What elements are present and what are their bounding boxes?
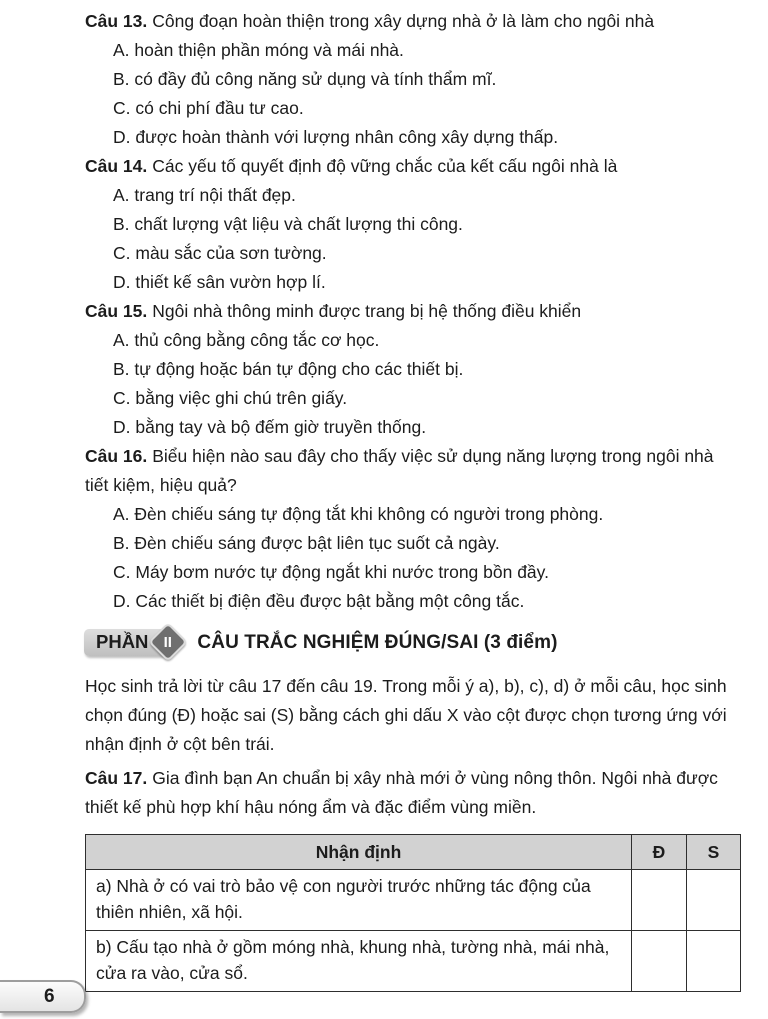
option-b: B. chất lượng vật liệu và chất lượng thi công. [113, 214, 463, 234]
question-13-label: Câu 13. [85, 11, 148, 31]
section-instructions: Học sinh trả lời từ câu 17 đến câu 19. Trong mỗi ý a), b), c), d) ở mỗi câu, học sinh chọn đúng (Đ) hoặc sai (S) bằng cách ghi dấu X vào cột được chọn tương ứng với nhận định ở cột bên trái. [85, 676, 727, 754]
part-label-badge: PHẦN [84, 629, 170, 656]
table-header-statement: Nhận định [86, 835, 632, 870]
part-number: II [164, 633, 173, 651]
question-16-title [85, 442, 741, 500]
answer-cell-b-false [687, 931, 741, 992]
option-d: D. Các thiết bị điện đều được bật bằng một công tắc. [113, 591, 525, 611]
option-c: C. màu sắc của sơn tường. [113, 243, 327, 263]
question-13 [85, 7, 741, 152]
option-c: C. Máy bơm nước tự động ngắt khi nước trong bồn đầy. [113, 562, 549, 582]
question-14-text: Các yếu tố quyết định độ vững chắc của kết cấu ngôi nhà là [152, 156, 618, 176]
question-15 [85, 297, 741, 442]
table-header-true: Đ [632, 835, 687, 870]
question-13-title [85, 7, 741, 36]
question-16-label: Câu 16. [85, 446, 148, 466]
question-13-text: Công đoạn hoàn thiện trong xây dựng nhà ở là làm cho ngôi nhà [152, 11, 655, 31]
table-head [86, 835, 741, 870]
table-row-b [86, 931, 741, 992]
question-14-label: Câu 14. [85, 156, 148, 176]
question-14-title [85, 152, 741, 181]
table-header-false: S [687, 835, 741, 870]
question-15-text: Ngôi nhà thông minh được trang bị hệ thống điều khiển [152, 301, 582, 321]
question-15-title [85, 297, 741, 326]
page-number: 6 [44, 985, 55, 1007]
question-16 [85, 442, 741, 616]
section-title: CÂU TRẮC NGHIỆM ĐÚNG/SAI (3 điểm) [197, 631, 558, 653]
true-false-table [85, 834, 741, 992]
option-d: D. thiết kế sân vườn hợp lí. [113, 272, 326, 292]
document-content [85, 7, 741, 992]
question-15-label: Câu 15. [85, 301, 148, 321]
answer-cell-b-true [632, 931, 687, 992]
option-d: D. bằng tay và bộ đếm giờ truyền thống. [113, 417, 427, 437]
option-b: B. Đèn chiếu sáng được bật liên tục suốt cả ngày. [113, 533, 500, 553]
option-c: C. có chi phí đầu tư cao. [113, 98, 304, 118]
statement-a: a) Nhà ở có vai trò bảo vệ con người trước những tác động của thiên nhiên, xã hội. [86, 870, 632, 931]
question-14-options [85, 181, 741, 297]
question-14 [85, 152, 741, 297]
option-a: A. Đèn chiếu sáng tự động tắt khi không có người trong phòng. [113, 504, 604, 524]
question-13-options [85, 36, 741, 152]
option-c: C. bằng việc ghi chú trên giấy. [113, 388, 348, 408]
option-d: D. được hoàn thành với lượng nhân công xây dựng thấp. [113, 127, 559, 147]
option-b: B. có đầy đủ công năng sử dụng và tính thẩm mĩ. [113, 69, 497, 89]
table-header-row [86, 835, 741, 870]
page-number-tab [0, 980, 86, 1013]
table-body [86, 870, 741, 992]
question-16-options [85, 500, 741, 616]
option-b: B. tự động hoặc bán tự động cho các thiết bị. [113, 359, 464, 379]
question-17-label: Câu 17. [85, 768, 148, 788]
answer-cell-a-false [687, 870, 741, 931]
question-15-options [85, 326, 741, 442]
section-header [84, 625, 741, 659]
option-a: A. thủ công bằng công tắc cơ học. [113, 330, 380, 350]
option-a: A. hoàn thiện phần móng và mái nhà. [113, 40, 404, 60]
statement-b: b) Cấu tạo nhà ở gồm móng nhà, khung nhà, tường nhà, mái nhà, cửa ra vào, cửa sổ. [86, 931, 632, 992]
table-row-a [86, 870, 741, 931]
answer-cell-a-true [632, 870, 687, 931]
question-17-text: Gia đình bạn An chuẩn bị xây nhà mới ở vùng nông thôn. Ngôi nhà được thiết kế phù hợp khí hậu nóng ẩm và đặc điểm vùng miền. [85, 768, 718, 817]
question-16-text: Biểu hiện nào sau đây cho thấy việc sử dụng năng lượng trong ngôi nhà tiết kiệm, hiệu quả? [85, 446, 714, 495]
question-17-title [85, 764, 741, 822]
option-a: A. trang trí nội thất đẹp. [113, 185, 296, 205]
question-17 [85, 764, 741, 992]
